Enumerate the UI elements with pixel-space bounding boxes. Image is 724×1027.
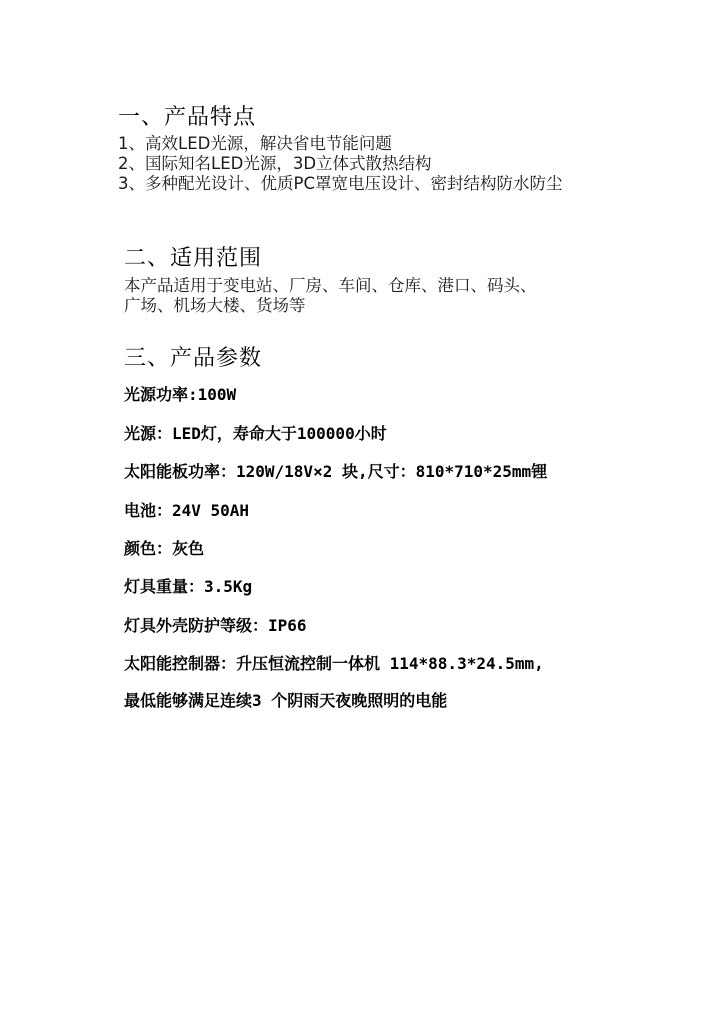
feature-item: 3、多种配光设计、优质PC罩宽电压设计、密封结构防水防尘 bbox=[118, 174, 563, 193]
param-solar-panel: 太阳能板功率：120W/18V×2 块,尺寸：810*710*25mm锂 bbox=[124, 462, 548, 481]
section-title-application: 二、适用范围 bbox=[124, 246, 263, 271]
feature-item: 2、国际知名LED光源，3D立体式散热结构 bbox=[118, 154, 432, 173]
application-text bbox=[124, 276, 537, 316]
param-battery: 电池：24V 50AH bbox=[124, 501, 250, 520]
param-controller: 太阳能控制器：升压恒流控制一体机 114*88.3*24.5mm, bbox=[124, 654, 544, 673]
param-color: 颜色：灰色 bbox=[124, 539, 205, 558]
section-title-features: 一、产品特点 bbox=[118, 105, 257, 130]
feature-item: 1、高效LED光源，解决省电节能问题 bbox=[118, 134, 392, 153]
param-rainy-days: 最低能够满足连续3 个阴雨天夜晚照明的电能 bbox=[124, 691, 448, 710]
section-title-parameters: 三、产品参数 bbox=[124, 346, 263, 371]
param-protection-rating: 灯具外壳防护等级：IP66 bbox=[124, 616, 307, 635]
param-light-power: 光源功率:100W bbox=[124, 385, 237, 404]
application-line: 广场、机场大楼、货场等 bbox=[124, 296, 306, 315]
features-list bbox=[118, 134, 562, 194]
application-line: 本产品适用于变电站、厂房、车间、仓库、港口、码头、 bbox=[124, 276, 537, 295]
param-light-source: 光源：LED灯，寿命大于100000小时 bbox=[124, 424, 387, 443]
param-weight: 灯具重量：3.5Kg bbox=[124, 577, 253, 596]
